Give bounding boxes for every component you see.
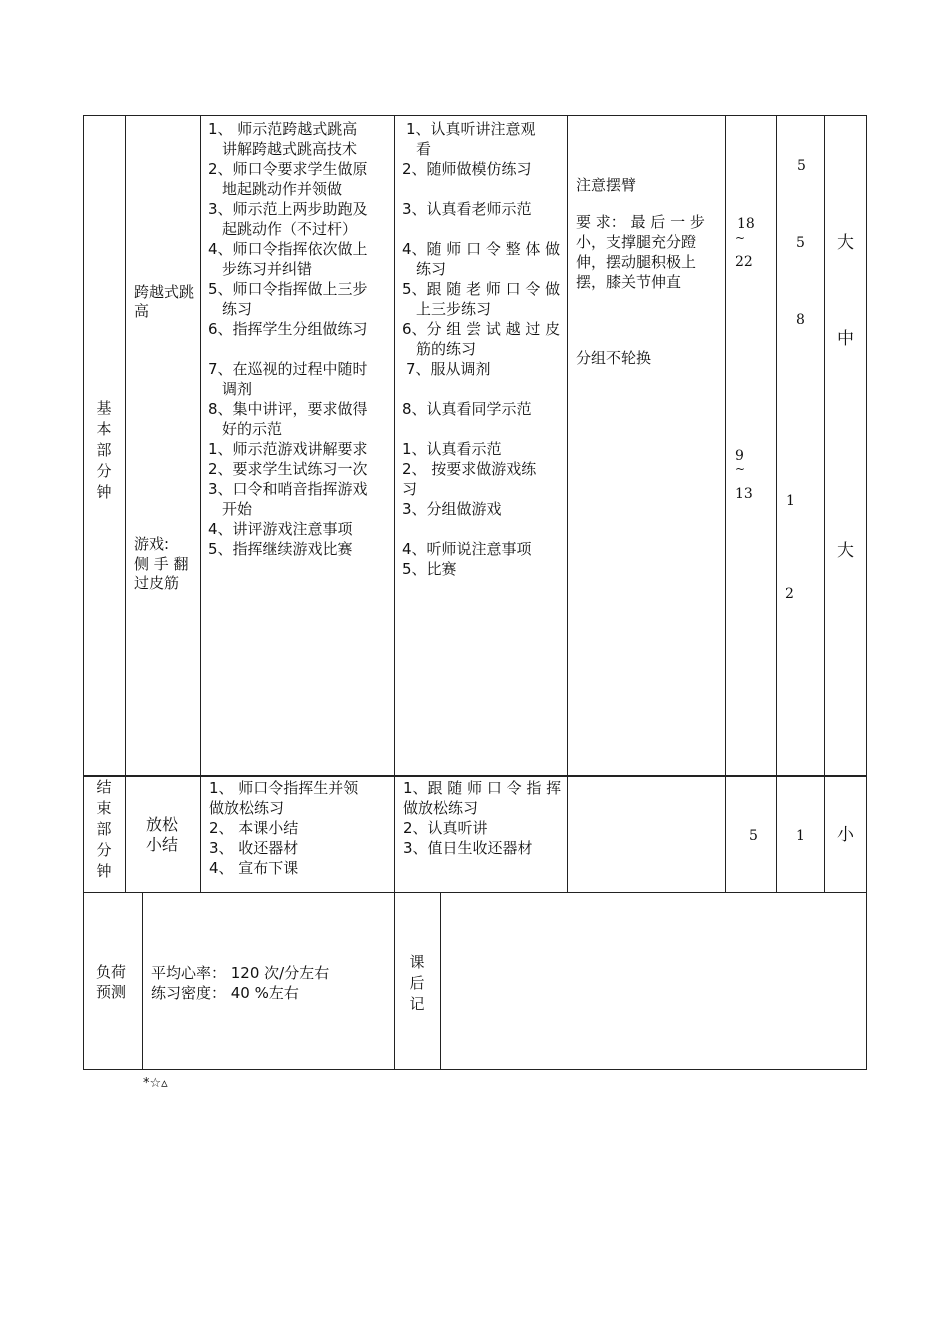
list-item: 要 求： 最 后 一 步 bbox=[576, 213, 705, 231]
basic-time-1-end: 22 bbox=[735, 254, 753, 270]
list-item: 7、在巡视的过程中随时 bbox=[208, 360, 368, 378]
list-item: 3、口令和哨音指挥游戏 bbox=[208, 480, 368, 498]
ending-student-activities bbox=[403, 778, 561, 858]
load-heart-rate: 平均心率： 120 次/分左右 bbox=[151, 964, 330, 982]
ending-teacher-activities bbox=[209, 778, 358, 878]
basic-topic-high-jump: 跨越式跳高 bbox=[134, 283, 195, 320]
list-item: 2、随师做模仿练习 bbox=[402, 160, 532, 178]
list-item: 2、 按要求做游戏练 bbox=[402, 460, 537, 478]
basic-count-4: 1 bbox=[786, 493, 795, 509]
ending-section-label: 结束部分钟 bbox=[96, 778, 112, 880]
ending-intensity: 小 bbox=[837, 825, 854, 845]
list-item: 3、认真看老师示范 bbox=[402, 200, 532, 218]
list-item: 3、 收还器材 bbox=[209, 839, 299, 857]
basic-count-2: 5 bbox=[796, 235, 805, 251]
list-item: 讲解跨越式跳高技术 bbox=[222, 140, 358, 158]
list-item: 4、随 师 口 令 整 体 做 bbox=[402, 240, 561, 258]
list-item: 3、分组做游戏 bbox=[402, 500, 502, 518]
basic-teacher-activities bbox=[208, 119, 368, 559]
basic-time-2-tilde: ~ bbox=[735, 462, 746, 476]
basic-count-3: 8 bbox=[796, 312, 805, 328]
ending-time: 5 bbox=[749, 828, 758, 844]
basic-section-label: 基本部分钟 bbox=[96, 399, 112, 501]
list-item bbox=[402, 219, 560, 239]
basic-note-grouping: 分组不轮换 bbox=[576, 349, 652, 367]
list-item bbox=[402, 519, 560, 539]
list-item: 练习 bbox=[222, 300, 253, 318]
list-item: 伸，摆动腿积极上 bbox=[576, 253, 697, 271]
list-item: 8、集中讲评，要求做得 bbox=[208, 400, 368, 418]
list-item: 练习 bbox=[416, 260, 447, 278]
list-item: 步练习并纠错 bbox=[222, 260, 313, 278]
list-item: 5、比赛 bbox=[402, 560, 457, 578]
list-item: 1、认真看示范 bbox=[402, 440, 502, 458]
basic-intensity-2: 中 bbox=[837, 329, 854, 349]
list-item: 5、师口令指挥做上三步 bbox=[208, 280, 368, 298]
basic-time-1-start: 18 bbox=[737, 216, 755, 232]
list-item: 摆，膝关节伸直 bbox=[576, 273, 682, 291]
list-item: 1、跟 随 师 口 令 指 挥 bbox=[403, 779, 562, 797]
basic-time-1-tilde: ~ bbox=[735, 231, 746, 245]
basic-topic-game-line2: 侧 手 翻 bbox=[134, 555, 189, 573]
basic-count-5: 2 bbox=[785, 586, 794, 602]
list-item: 2、师口令要求学生做原 bbox=[208, 160, 368, 178]
list-item: 7、服从调剂 bbox=[406, 360, 491, 378]
load-label-line2: 预测 bbox=[96, 983, 127, 1001]
list-item: 1、师示范游戏讲解要求 bbox=[208, 440, 368, 458]
ending-topic-line1: 放松 bbox=[146, 815, 179, 834]
basic-topic-game-line1: 游戏: bbox=[134, 535, 170, 553]
basic-intensity-3: 大 bbox=[837, 541, 854, 561]
list-item: 调剂 bbox=[222, 380, 253, 398]
list-item: 做放松练习 bbox=[403, 799, 479, 817]
basic-time-2-end: 13 bbox=[735, 486, 753, 502]
list-item: 起跳动作（不过杆） bbox=[222, 220, 358, 238]
ending-count: 1 bbox=[796, 828, 805, 844]
list-item: 1、 师示范跨越式跳高 bbox=[208, 120, 358, 138]
list-item: 看 bbox=[416, 140, 432, 158]
basic-intensity-1: 大 bbox=[837, 233, 854, 253]
basic-note-requirements bbox=[576, 212, 705, 292]
list-item bbox=[208, 339, 368, 359]
list-item: 4、听师说注意事项 bbox=[402, 540, 532, 558]
list-item: 筋的练习 bbox=[416, 340, 477, 358]
basic-topic-game-line3: 过皮筋 bbox=[134, 574, 180, 592]
list-item: 做放松练习 bbox=[209, 799, 285, 817]
list-item: 8、认真看同学示范 bbox=[402, 400, 532, 418]
list-item: 上三步练习 bbox=[416, 300, 492, 318]
list-item: 地起跳动作并领做 bbox=[222, 180, 343, 198]
list-item: 5、指挥继续游戏比赛 bbox=[208, 540, 353, 558]
list-item: 4、 宣布下课 bbox=[209, 859, 299, 877]
list-item bbox=[402, 419, 560, 439]
footer-symbols: *☆▵ bbox=[143, 1076, 168, 1091]
list-item bbox=[402, 379, 560, 399]
list-item: 4、师口令指挥依次做上 bbox=[208, 240, 368, 258]
list-item: 3、值日生收还器材 bbox=[403, 839, 533, 857]
list-item: 3、师示范上两步助跑及 bbox=[208, 200, 368, 218]
basic-note-arm-swing: 注意摆臂 bbox=[576, 176, 637, 194]
list-item: 6、指挥学生分组做练习 bbox=[208, 320, 368, 338]
list-item: 1、认真听讲注意观 bbox=[406, 120, 536, 138]
list-item: 小，支撑腿充分蹬 bbox=[576, 233, 697, 251]
list-item: 2、认真听讲 bbox=[403, 819, 488, 837]
list-item: 5、跟 随 老 师 口 令 做 bbox=[402, 280, 561, 298]
basic-student-activities bbox=[402, 119, 560, 579]
list-item bbox=[402, 179, 560, 199]
load-label-line1: 负荷 bbox=[96, 963, 127, 981]
list-item: 4、讲评游戏注意事项 bbox=[208, 520, 353, 538]
list-item: 2、要求学生试练习一次 bbox=[208, 460, 368, 478]
ending-topic-line2: 小结 bbox=[146, 835, 179, 854]
list-item: 1、 师口令指挥生并领 bbox=[209, 779, 359, 797]
load-density: 练习密度： 40 %左右 bbox=[151, 984, 299, 1002]
basic-time-2-start: 9 bbox=[735, 448, 744, 464]
basic-count-1: 5 bbox=[797, 158, 806, 174]
list-item: 习 bbox=[402, 480, 418, 498]
list-item: 好的示范 bbox=[222, 420, 283, 438]
after-class-notes-label: 课后记 bbox=[409, 953, 425, 1013]
list-item: 6、分 组 尝 试 越 过 皮 bbox=[402, 320, 561, 338]
list-item: 2、 本课小结 bbox=[209, 819, 299, 837]
list-item: 开始 bbox=[222, 500, 253, 518]
